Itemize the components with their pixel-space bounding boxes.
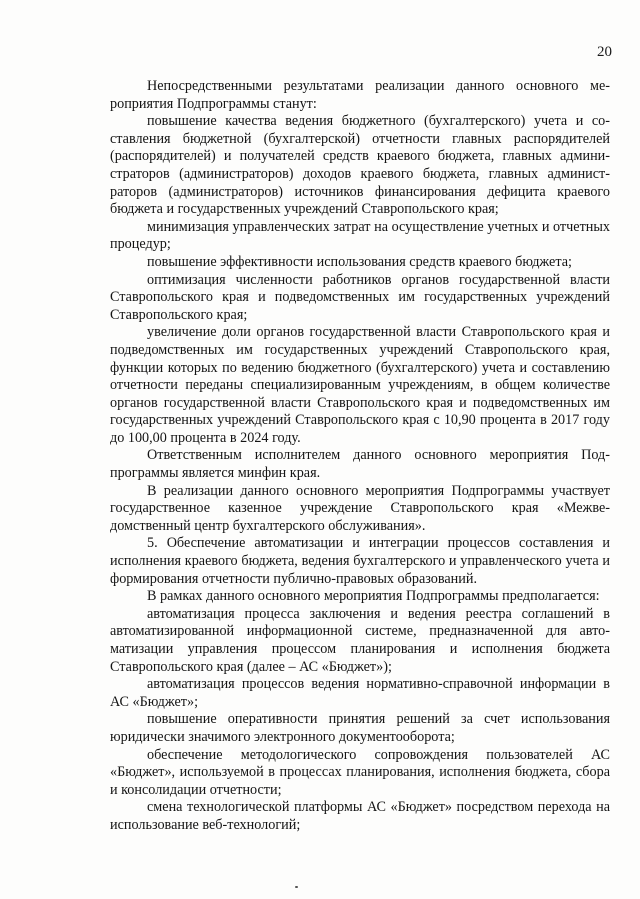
document-body — [110, 78, 610, 835]
paragraph: повышение качества ведения бюджетного (бухгалтерского) учета и составления бюджетной (бухгалтерской) отчетности главных распорядителей (распорядителей) и получателей средств краевого бюджета, главных администраторов (администраторов) доходов краевого бюджета, главных администраторов (администраторов) источников финансирования дефицита краевого бюджета и государственных учреждений Ставропольского края; — [110, 113, 610, 218]
paragraph: повышение оперативности принятия решений за счет использования юридически значимого электронного документооборота; — [110, 711, 610, 745]
paragraph: автоматизация процессов ведения нормативно-справочной информации в АС «Бюджет»; — [110, 676, 610, 710]
paragraph: повышение эффективности использования средств краевого бюджета; — [147, 253, 572, 270]
paragraph: оптимизация численности работников органов государственной власти Ставропольского края и подведомственных им государственных учреждений Ставропольского края; — [110, 271, 610, 323]
paragraph: В реализации данного основного мероприятия Подпрограммы участвует государственное казенное учреждение Ставропольского края «Межведомственный центр бухгалтерского обслуживания». — [110, 482, 610, 534]
paragraph: обеспечение методологического сопровождения пользователей АС «Бюджет», используемой в процессах планирования, исполнения бюджета, сбора и консолидации отчетности; — [110, 746, 610, 798]
paragraph: увеличение доли органов государственной власти Ставропольского края и подведомственных им государственных учреждений Ставропольского края, функции которых по ведению бюджетного (бухгалтерского) учета и составлению отчетности переданы специализированным учреждениям, в общем количестве органов государственной власти Ставропольского края и подведомственных им государственных учреждений Ставропольского края с 10,90 процента в 2017 году до 100,00 процента в 2024 году. — [110, 324, 610, 446]
paragraph: автоматизация процесса заключения и ведения реестра соглашений в автоматизированной информационной системе, предназначенной для автоматизации управления процессом планирования и исполнения бюджета Ставропольского края (далее – АС «Бюджет»); — [110, 605, 610, 675]
paragraph: Непосредственными результатами реализации данного основного мероприятия Подпрограммы станут: — [110, 78, 610, 112]
scan-artifact — [295, 886, 298, 888]
paragraph: смена технологической платформы АС «Бюджет» посредством перехода на использование веб-технологий; — [110, 799, 610, 833]
paragraph: В рамках данного основного мероприятия Подпрограммы предполагается: — [147, 588, 600, 605]
paragraph: Ответственным исполнителем данного основного мероприятия Подпрограммы является минфин края. — [110, 447, 610, 482]
page-number: 20 — [597, 44, 612, 60]
paragraph: минимизация управленческих затрат на осуществление учетных и отчетных процедур; — [110, 218, 610, 253]
paragraph: 5. Обеспечение автоматизации и интеграции процессов составления и исполнения краевого бюджета, ведения бухгалтерского и управленческого учета и формирования отчетности публично-правовых образований. — [110, 535, 610, 587]
